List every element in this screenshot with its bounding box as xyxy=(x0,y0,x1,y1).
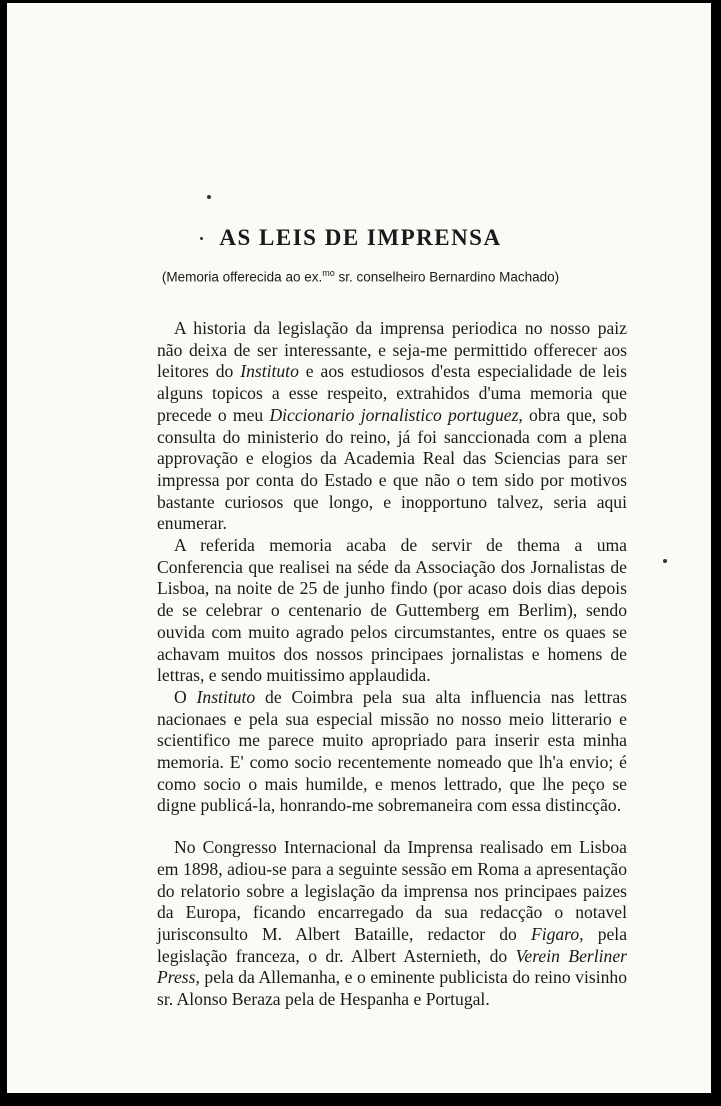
document-title: AS LEIS DE IMPRENSA xyxy=(219,225,502,250)
paragraph-4: No Congresso Internacional da Imprensa realisado em Lisboa em 1898, adiou-se para a seguinte sessão em Roma a apresentação do relatorio sobre a legislação da imprensa nos principaes paizes da Europa, ficando encarregado da sua redacção o notavel jurisconsulto M. Albert Bataille, redactor do Figaro, pela legislação franceza, o dr. Albert Asternieth, do Verein Berliner Press, pela da Allemanha, e o eminente publicista do reino visinho sr. Alonso Beraza pela de Hespanha e Portugal. xyxy=(157,837,627,1010)
ink-speck-mark xyxy=(207,195,211,199)
paragraph-1: A historia da legislação da imprensa periodica no nosso paiz não deixa de ser interessante, e seja-me permittido offerecer aos leitores do Instituto e aos estudiosos d'esta especialidade de leis alguns topicos a esse respeito, extrahidos d'uma memoria que precede o meu Diccionario jornalistico portuguez, obra que, sob consulta do ministerio do reino, já foi sanccionada com a plena approvação e elogios da Academia Real das Sciencias para ser impressa por conta do Estado e que não o tem sido por motivos bastante curiosos que longo, e inopportuno talvez, seria aqui enumerar. xyxy=(157,318,627,534)
ink-speck-mark xyxy=(663,559,667,563)
document-body xyxy=(157,318,627,1011)
paragraph-3: O Instituto de Coimbra pela sua alta influencia nas lettras nacionaes e pela sua especial missão no nosso meio litterario e scientifico me parece muito apropriado para inserir esta minha memoria. E' como socio recentemente nomeado que lh'a envio; é como socio o mais humilde, e menos lettrado, que lhe peço se digne publicá-la, honrando-me sobremaneira com essa distincção. xyxy=(157,686,627,816)
paragraph-2: A referida memoria acaba de servir de thema a uma Conferencia que realisei na séde da Associação dos Jornalistas de Lisboa, na noite de 25 de junho findo (por acaso dois dias depois de se celebrar o centenario de Guttemberg em Berlim), sendo ouvida com muito agrado pelos circumstantes, entre os quaes se achavam muitos dos nossos principaes jornalistas e homens de lettras, e sendo muitissimo applaudida. xyxy=(157,535,627,686)
document-subtitle: (Memoria offerecida ao ex.$^{mo}$ sr. conselheiro Bernardino Machado) xyxy=(161,268,560,285)
